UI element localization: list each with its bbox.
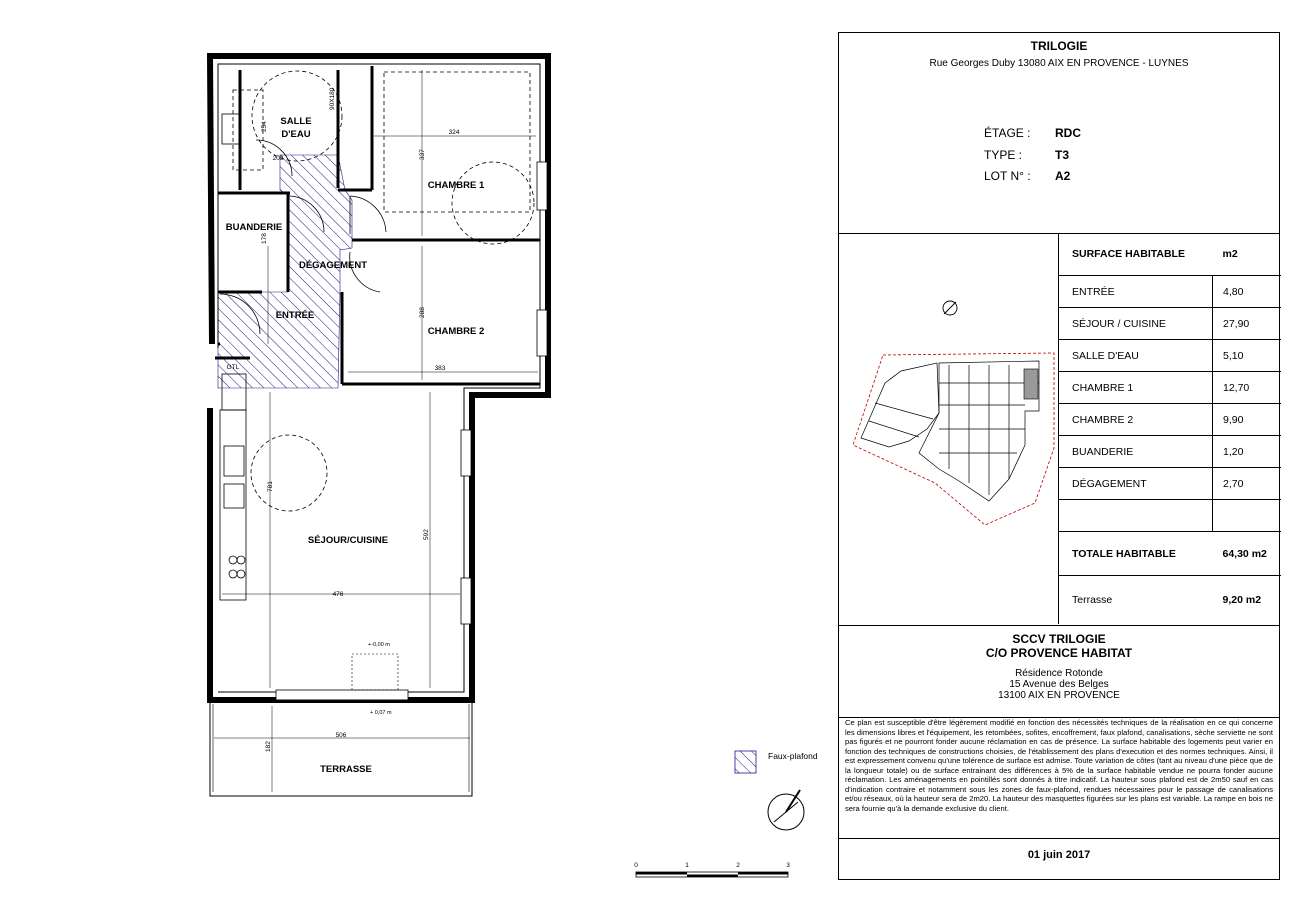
scale-bar [634, 862, 790, 877]
room-label-salle-eau-2: D'EAU [281, 129, 311, 140]
room-label-gtl: GTL [226, 364, 240, 371]
total-label: TOTALE HABITABLE [1059, 532, 1213, 576]
room-label-chambre-2: CHAMBRE 2 [427, 326, 485, 337]
dim-182: 182 [265, 741, 272, 752]
faux-plafond-zones [218, 155, 352, 388]
owner-block [839, 625, 1279, 718]
surface-room: ENTRÉE [1059, 276, 1213, 308]
dim-90x180: 90X180 [329, 87, 336, 110]
dim-383: 383 [434, 365, 446, 372]
surface-room: CHAMBRE 2 [1059, 404, 1213, 436]
surface-value: 4,80 [1213, 276, 1282, 308]
field-value-etage: RDC [1055, 126, 1081, 140]
room-label-sejour: SÉJOUR/CUISINE [307, 535, 389, 546]
table-row [1059, 308, 1282, 340]
table-row [1059, 372, 1282, 404]
room-label-entree: ENTRÉE [275, 310, 315, 321]
room-label-chambre-1: CHAMBRE 1 [427, 180, 485, 191]
owner-co: C/O PROVENCE HABITAT [985, 646, 1133, 660]
dim-592: 592 [423, 529, 430, 540]
table-row [1059, 436, 1282, 468]
dim-254: 254 [261, 121, 268, 132]
surface-room [1059, 500, 1213, 532]
owner-name: SCCV TRILOGIE [1012, 632, 1106, 646]
dim-203: 203 [272, 155, 284, 162]
site-location-plan [839, 233, 1058, 625]
field-value-lot: A2 [1055, 169, 1071, 183]
north-arrow-icon [768, 790, 804, 830]
dim-476: 476 [332, 591, 344, 598]
field-value-type: T3 [1055, 148, 1070, 162]
owner-address-3: 13100 AIX EN PROVENCE [998, 690, 1120, 701]
dim-506: 506 [335, 732, 347, 739]
surface-value: 12,70 [1213, 372, 1282, 404]
title-block-header [839, 33, 1279, 234]
project-name: TRILOGIE [1030, 39, 1088, 53]
field-label-etage: ÉTAGE : [984, 126, 1031, 140]
surface-table [1058, 233, 1281, 624]
furnishing-dashed [233, 71, 534, 511]
table-row [1059, 468, 1282, 500]
level-markers [352, 654, 398, 690]
surface-section [839, 233, 1279, 626]
surface-unit: m2 [1213, 233, 1282, 276]
dim-178: 178 [261, 233, 268, 244]
dim-781: 781 [267, 481, 274, 492]
table-row [1059, 276, 1282, 308]
table-row [1059, 500, 1282, 532]
scale-tick-3: 3 [786, 862, 790, 869]
surface-room: SÉJOUR / CUISINE [1059, 308, 1213, 340]
owner-address-2: 15 Avenue des Belges [1009, 679, 1109, 690]
field-label-lot: LOT N° : [984, 169, 1031, 183]
surface-value: 5,10 [1213, 340, 1282, 372]
level-sejour: +-0,00 m [368, 642, 390, 648]
scale-tick-0: 0 [634, 862, 638, 869]
dimension-lines [214, 70, 538, 792]
total-row [1059, 532, 1282, 576]
disclaimer-notes: Ce plan est susceptible d'être légèrement modifié en fonction des nécessités techniques de la réalisation en ce qui concerne les dimensions libres et l'équipement, les retombées, sofites, encoffrement, faux plafond, canalisations, sèche serviette ne sont pas figurés et ne pourront fonder aucune réclamation en cas de présence. La surface habitable des logements peut varier en fonction des techniques de constructions choisies, de l'établissement des plans d'execution et des normes techniques. Ainsi, il est expressement convenu qu'une tolérence de surface est admise. Toute variation de côtes (tant au niveau d'une pièce que de la longueur totale) ou de surface entrainant des différences à 5% de la surface habitable vendue ne pourra fonder aucune réclamation. Les aménagements en pointillés sont donnés à titre indicatif. La hauteur sous plafond est de 2m50 sauf en cas d'indication contraire et notamment sous les zones de faux-plafond, rendues nécessaires pour le passage de canalisations et/ou réseaux, où la hauteur sera de 2m20. La hauteur des masquettes figurées sur les plans est variable. La rampe en bois ne sera fournie qu'à la demande exclusive du client. [839, 717, 1279, 839]
table-row [1059, 404, 1282, 436]
surface-room: CHAMBRE 1 [1059, 372, 1213, 404]
field-label-type: TYPE : [984, 148, 1023, 162]
project-address: Rue Georges Duby 13080 AIX EN PROVENCE - LUYNES [929, 58, 1189, 69]
terrasse-value: 9,20 m2 [1222, 594, 1262, 606]
room-label-salle-eau-1: SALLE [280, 116, 312, 127]
dim-324: 324 [448, 129, 460, 136]
faux-plafond-legend-swatch [735, 751, 756, 773]
table-row [1059, 340, 1282, 372]
terrasse-row [1059, 576, 1282, 625]
total-value: 64,30 m2 [1213, 532, 1282, 576]
dim-337: 337 [419, 149, 426, 160]
dim-288: 288 [419, 307, 426, 318]
surface-value: 1,20 [1213, 436, 1282, 468]
scale-tick-2: 2 [736, 862, 740, 869]
surface-room: BUANDERIE [1059, 436, 1213, 468]
room-label-terrasse: TERRASSE [320, 764, 372, 775]
terrasse-label: Terrasse [1072, 594, 1113, 606]
plan-date: 01 juin 2017 [1027, 849, 1091, 861]
room-label-degagement: DÉGAGEMENT [298, 260, 368, 271]
surface-value [1213, 500, 1282, 532]
surface-value: 2,70 [1213, 468, 1282, 500]
faux-plafond-legend-label: Faux-plafond [768, 751, 818, 761]
surface-room: DÉGAGEMENT [1059, 468, 1213, 500]
room-label-buanderie: BUANDERIE [225, 222, 283, 233]
title-block [838, 32, 1280, 880]
terrace-outline [210, 700, 472, 796]
owner-address-1: Résidence Rotonde [1015, 668, 1103, 679]
level-terrasse: + 0,07 m [370, 710, 392, 716]
surface-header: SURFACE HABITABLE [1059, 233, 1213, 276]
scale-tick-1: 1 [685, 862, 689, 869]
surface-value: 27,90 [1213, 308, 1282, 340]
surface-room: SALLE D'EAU [1059, 340, 1213, 372]
surface-value: 9,90 [1213, 404, 1282, 436]
